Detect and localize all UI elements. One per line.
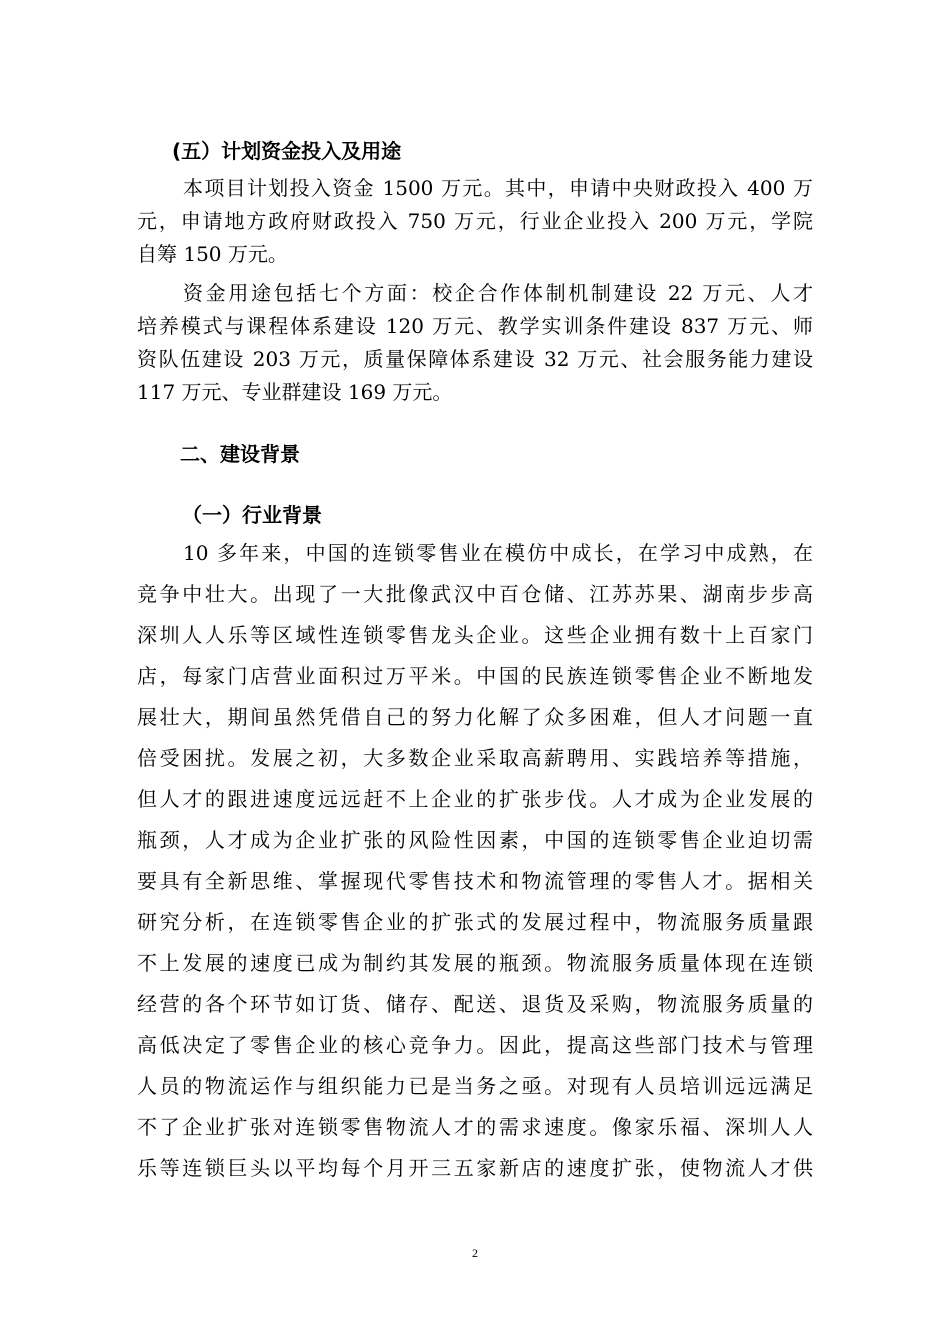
paragraph-line: 本项目计划投入资金 1500 万元。其中，申请中央财政投入 400 万 <box>183 176 813 200</box>
paragraph-line: 元，申请地方政府财政投入 750 万元，行业企业投入 200 万元，学院 <box>137 209 813 233</box>
paragraph-line: 乐等连锁巨头以平均每个月开三五家新店的速度扩张，使物流人才供 <box>137 1156 813 1180</box>
paragraph-line: 深圳人人乐等区域性连锁零售龙头企业。这些企业拥有数十上百家门 <box>137 623 813 647</box>
section-heading-funding: (五）计划资金投入及用途 <box>172 139 402 163</box>
paragraph-line: 但人才的跟进速度远远赶不上企业的扩张步伐。人才成为企业发展的 <box>137 787 813 811</box>
paragraph-line: 店，每家门店营业面积过万平米。中国的民族连锁零售企业不断地发 <box>137 664 813 688</box>
paragraph-line: 要具有全新思维、掌握现代零售技术和物流管理的零售人才。据相关 <box>137 869 813 893</box>
paragraph-line: 培养模式与课程体系建设 120 万元、教学实训条件建设 837 万元、师 <box>137 314 813 338</box>
paragraph-line: 人员的物流运作与组织能力已是当务之亟。对现有人员培训远远满足 <box>137 1074 813 1098</box>
paragraph-line: 瓶颈，人才成为企业扩张的风险性因素，中国的连锁零售企业迫切需 <box>137 828 813 852</box>
paragraph-line: 资金用途包括七个方面：校企合作体制机制建设 22 万元、人才 <box>183 281 813 305</box>
paragraph-line: 经营的各个环节如订货、储存、配送、退货及采购，物流服务质量的 <box>137 992 813 1016</box>
paragraph-line: 117 万元、专业群建设 169 万元。 <box>137 380 453 404</box>
paragraph-line: 10 多年来，中国的连锁零售业在模仿中成长，在学习中成熟，在 <box>183 541 813 565</box>
subsection-heading-industry: （一）行业背景 <box>182 503 322 527</box>
paragraph-line: 竞争中壮大。出现了一大批像武汉中百仓储、江苏苏果、湖南步步高 <box>137 582 813 606</box>
paragraph-line: 展壮大，期间虽然凭借自己的努力化解了众多困难，但人才问题一直 <box>137 705 813 729</box>
chapter-heading-background: 二、建设背景 <box>180 442 300 466</box>
paragraph-line: 不上发展的速度已成为制约其发展的瓶颈。物流服务质量体现在连锁 <box>137 951 813 975</box>
paragraph-line: 倍受困扰。发展之初，大多数企业采取高薪聘用、实践培养等措施， <box>137 746 813 770</box>
paragraph-line: 资队伍建设 203 万元，质量保障体系建设 32 万元、社会服务能力建设 <box>137 347 813 371</box>
paragraph-line: 不了企业扩张对连锁零售物流人才的需求速度。像家乐福、深圳人人 <box>137 1115 813 1139</box>
paragraph-line: 研究分析，在连锁零售企业的扩张式的发展过程中，物流服务质量跟 <box>137 910 813 934</box>
page-number: 2 <box>472 1246 478 1260</box>
paragraph-line: 自筹 150 万元。 <box>137 242 288 266</box>
paragraph-line: 高低决定了零售企业的核心竞争力。因此，提高这些部门技术与管理 <box>137 1033 813 1057</box>
